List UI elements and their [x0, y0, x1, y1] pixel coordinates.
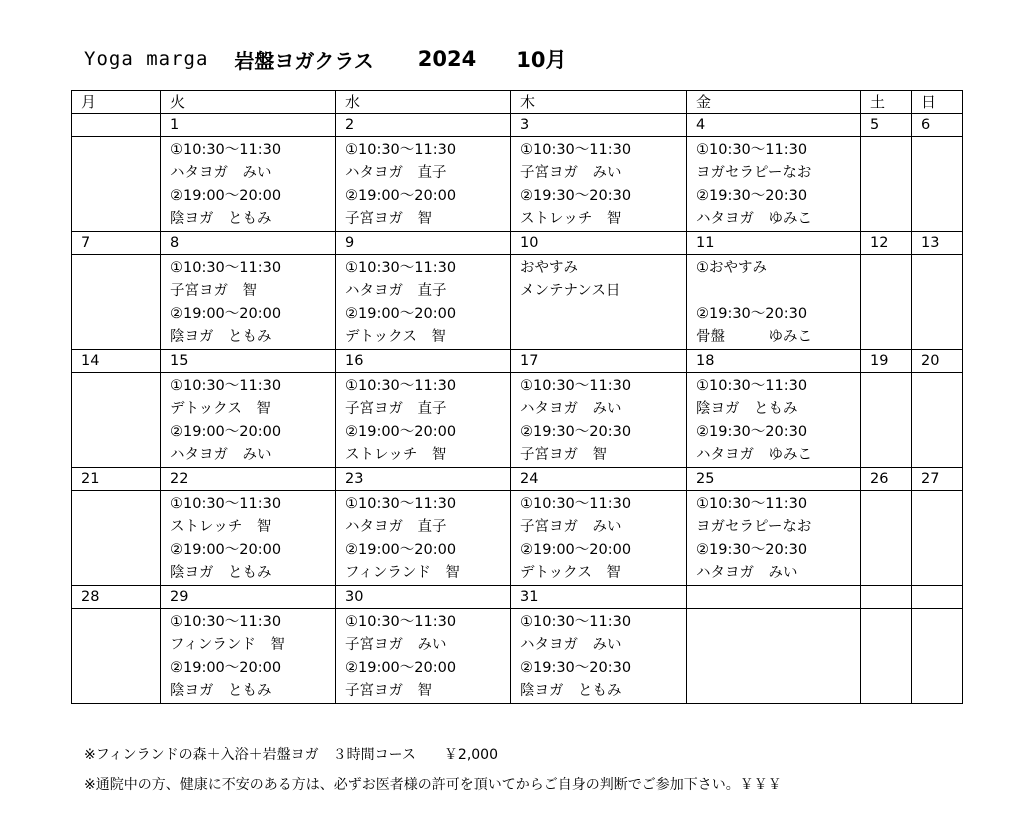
- schedule-line: 子宮ヨガ みい: [520, 165, 622, 181]
- schedule-line: ヨガセラピーなお: [696, 165, 812, 181]
- date-cell: 21: [72, 468, 161, 491]
- date-cell: [861, 586, 912, 609]
- schedule-line: ①10:30～11:30: [520, 142, 632, 158]
- schedule-line: ②19:00～20:00: [170, 188, 282, 204]
- schedule-line: ①10:30～11:30: [170, 496, 282, 512]
- schedule-line: 陰ヨガ ともみ: [520, 683, 622, 699]
- schedule-line: ②19:30～20:30: [696, 542, 808, 558]
- weekday-header: 金: [687, 91, 861, 114]
- schedule-line: 子宮ヨガ 智: [170, 283, 257, 299]
- schedule-line: ①10:30～11:30: [345, 260, 457, 276]
- weekday-header: 月: [72, 91, 161, 114]
- schedule-line: ハタヨガ みい: [520, 401, 622, 417]
- weekday-header: 火: [161, 91, 336, 114]
- schedule-line: ②19:30～20:30: [520, 424, 632, 440]
- schedule-line: ハタヨガ みい: [696, 565, 798, 581]
- schedule-cell: [912, 491, 963, 586]
- weekday-header: 木: [511, 91, 687, 114]
- date-cell: 20: [912, 350, 963, 373]
- schedule-line: 子宮ヨガ 智: [520, 447, 607, 463]
- note-course-info: ※フィンランドの森＋入浴＋岩盤ヨガ ３時間コース ￥2,000: [84, 747, 498, 763]
- schedule-line: ①10:30～11:30: [170, 378, 282, 394]
- schedule-cell: [861, 491, 912, 586]
- schedule-line: ①10:30～11:30: [170, 142, 282, 158]
- schedule-line: 骨盤 ゆみこ: [696, 329, 812, 345]
- schedule-line: ②19:30～20:30: [696, 306, 808, 322]
- schedule-cell: [72, 255, 161, 350]
- schedule-line: ①おやすみ: [696, 260, 767, 276]
- schedule-line: ハタヨガ みい: [520, 637, 622, 653]
- weekday-header: 日: [912, 91, 963, 114]
- schedule-line: ②19:00～20:00: [170, 306, 282, 322]
- schedule-cell: [161, 373, 336, 468]
- date-cell: 1: [161, 114, 336, 137]
- schedule-line: フィンランド 智: [345, 565, 460, 581]
- notes-section: [84, 744, 782, 804]
- class-name: 岩盤ヨガクラス: [234, 48, 374, 73]
- schedule-cell: [336, 491, 511, 586]
- schedule-cell: [861, 137, 912, 232]
- schedule-cell: [861, 373, 912, 468]
- schedule-line: ①10:30～11:30: [170, 260, 282, 276]
- schedule-line: 陰ヨガ ともみ: [696, 401, 798, 417]
- schedule-cell: [72, 609, 161, 704]
- schedule-line: ②19:00～20:00: [170, 660, 282, 676]
- date-cell: 17: [511, 350, 687, 373]
- year-label: 2024: [417, 47, 477, 71]
- schedule-line: ハタヨガ 直子: [345, 165, 447, 181]
- date-cell: 19: [861, 350, 912, 373]
- schedule-line: 陰ヨガ ともみ: [170, 683, 272, 699]
- schedule-line: ②19:00～20:00: [345, 424, 457, 440]
- schedule-line: ハタヨガ みい: [170, 447, 272, 463]
- schedule-line: 陰ヨガ ともみ: [170, 329, 272, 345]
- schedule-cell: [72, 137, 161, 232]
- schedule-line: ②19:00～20:00: [345, 306, 457, 322]
- schedule-cell: [161, 609, 336, 704]
- date-cell: 29: [161, 586, 336, 609]
- schedule-line: ②19:30～20:30: [696, 424, 808, 440]
- date-row: [72, 350, 963, 373]
- date-cell: 13: [912, 232, 963, 255]
- date-cell: 11: [687, 232, 861, 255]
- schedule-line: ②19:00～20:00: [345, 188, 457, 204]
- schedule-cell: [511, 255, 687, 350]
- schedule-line: ハタヨガ みい: [170, 165, 272, 181]
- schedule-line: ストレッチ 智: [345, 447, 447, 463]
- schedule-line: ①10:30～11:30: [170, 614, 282, 630]
- schedule-line: デトックス 智: [345, 329, 446, 345]
- date-cell: 12: [861, 232, 912, 255]
- brand-name: Yoga marga: [84, 48, 209, 70]
- date-cell: 8: [161, 232, 336, 255]
- schedule-cell: [687, 373, 861, 468]
- date-cell: 10: [511, 232, 687, 255]
- schedule-cell: [861, 255, 912, 350]
- schedule-cell: [912, 373, 963, 468]
- schedule-line: 陰ヨガ ともみ: [170, 211, 272, 227]
- schedule-row: [72, 373, 963, 468]
- date-cell: 5: [861, 114, 912, 137]
- note-health-warning: ※通院中の方、健康に不安のある方は、必ずお医者様の許可を頂いてからご自身の判断でご参加下さい。￥￥￥: [84, 777, 782, 793]
- schedule-line: ストレッチ 智: [520, 211, 622, 227]
- date-cell: 26: [861, 468, 912, 491]
- schedule-line: 子宮ヨガ 智: [345, 211, 432, 227]
- schedule-line: ②19:00～20:00: [345, 542, 457, 558]
- schedule-cell: [912, 137, 963, 232]
- schedule-row: [72, 255, 963, 350]
- schedule-cell: [336, 255, 511, 350]
- date-row: [72, 586, 963, 609]
- weekday-header: 土: [861, 91, 912, 114]
- schedule-cell: [72, 373, 161, 468]
- date-cell: 6: [912, 114, 963, 137]
- schedule-cell: [687, 137, 861, 232]
- schedule-cell: [687, 491, 861, 586]
- schedule-line: [696, 280, 860, 303]
- schedule-cell: [511, 373, 687, 468]
- schedule-cell: [336, 609, 511, 704]
- date-row: [72, 232, 963, 255]
- date-cell: 22: [161, 468, 336, 491]
- schedule-line: ①10:30～11:30: [520, 614, 632, 630]
- schedule-line: ②19:00～20:00: [520, 542, 632, 558]
- month-label: 10月: [516, 48, 567, 72]
- schedule-line: ヨガセラピーなお: [696, 519, 812, 535]
- date-cell: 15: [161, 350, 336, 373]
- date-cell: 2: [336, 114, 511, 137]
- date-cell: [912, 586, 963, 609]
- schedule-line: ②19:00～20:00: [170, 424, 282, 440]
- schedule-cell: [161, 137, 336, 232]
- date-cell: 16: [336, 350, 511, 373]
- date-row: [72, 468, 963, 491]
- schedule-line: ①10:30～11:30: [345, 614, 457, 630]
- date-cell: 30: [336, 586, 511, 609]
- schedule-cell: [161, 255, 336, 350]
- schedule-line: 子宮ヨガ みい: [520, 519, 622, 535]
- date-cell: 7: [72, 232, 161, 255]
- schedule-line: ①10:30～11:30: [696, 496, 808, 512]
- schedule-line: ②19:30～20:30: [520, 188, 632, 204]
- page-title: [84, 44, 566, 74]
- schedule-line: ハタヨガ 直子: [345, 283, 447, 299]
- schedule-line: ②19:30～20:30: [696, 188, 808, 204]
- date-cell: [72, 114, 161, 137]
- schedule-row: [72, 491, 963, 586]
- date-cell: [687, 586, 861, 609]
- schedule-cell: [912, 609, 963, 704]
- date-cell: 31: [511, 586, 687, 609]
- schedule-line: ①10:30～11:30: [345, 496, 457, 512]
- weekday-header: 水: [336, 91, 511, 114]
- date-cell: 24: [511, 468, 687, 491]
- date-cell: 3: [511, 114, 687, 137]
- date-cell: 18: [687, 350, 861, 373]
- date-cell: 23: [336, 468, 511, 491]
- schedule-line: フィンランド 智: [170, 637, 285, 653]
- schedule-line: メンテナンス日: [520, 283, 621, 299]
- schedule-line: ②19:00～20:00: [170, 542, 282, 558]
- schedule-row: [72, 137, 963, 232]
- date-row: [72, 114, 963, 137]
- schedule-row: [72, 609, 963, 704]
- schedule-line: ②19:00～20:00: [345, 660, 457, 676]
- schedule-cell: [687, 255, 861, 350]
- schedule-line: 子宮ヨガ 智: [345, 683, 432, 699]
- schedule-cell: [511, 137, 687, 232]
- schedule-line: ハタヨガ ゆみこ: [696, 447, 812, 463]
- schedule-line: ストレッチ 智: [170, 519, 272, 535]
- date-cell: 4: [687, 114, 861, 137]
- schedule-cell: [336, 137, 511, 232]
- schedule-cell: [511, 609, 687, 704]
- weekday-header-row: [72, 91, 963, 114]
- date-cell: 28: [72, 586, 161, 609]
- schedule-cell: [511, 491, 687, 586]
- date-cell: 9: [336, 232, 511, 255]
- schedule-line: デトックス 智: [520, 565, 621, 581]
- schedule-line: デトックス 智: [170, 401, 271, 417]
- schedule-line: ②19:30～20:30: [520, 660, 632, 676]
- date-cell: 25: [687, 468, 861, 491]
- schedule-line: ①10:30～11:30: [696, 142, 808, 158]
- schedule-calendar: [71, 90, 963, 704]
- schedule-cell: [687, 609, 861, 704]
- date-cell: 27: [912, 468, 963, 491]
- schedule-line: [520, 326, 686, 349]
- schedule-line: 子宮ヨガ みい: [345, 637, 447, 653]
- schedule-line: ①10:30～11:30: [696, 378, 808, 394]
- schedule-line: 陰ヨガ ともみ: [170, 565, 272, 581]
- date-cell: 14: [72, 350, 161, 373]
- schedule-line: ①10:30～11:30: [520, 378, 632, 394]
- schedule-cell: [861, 609, 912, 704]
- schedule-line: 子宮ヨガ 直子: [345, 401, 447, 417]
- schedule-line: ①10:30～11:30: [345, 378, 457, 394]
- schedule-line: ①10:30～11:30: [345, 142, 457, 158]
- schedule-line: ハタヨガ ゆみこ: [696, 211, 812, 227]
- schedule-cell: [912, 255, 963, 350]
- schedule-line: おやすみ: [520, 260, 578, 276]
- schedule-line: ハタヨガ 直子: [345, 519, 447, 535]
- schedule-cell: [336, 373, 511, 468]
- schedule-cell: [72, 491, 161, 586]
- schedule-line: [520, 303, 686, 326]
- schedule-cell: [161, 491, 336, 586]
- schedule-line: ①10:30～11:30: [520, 496, 632, 512]
